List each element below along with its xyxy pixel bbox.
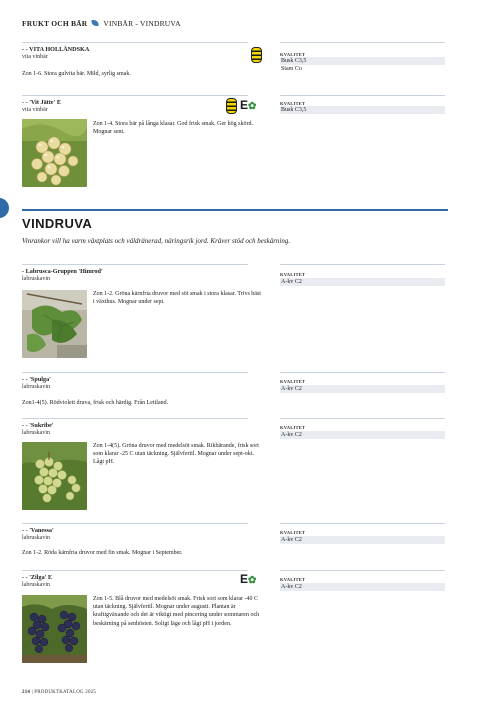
divider: [280, 570, 445, 571]
page-number: 214: [22, 690, 31, 695]
bee-icon: [226, 98, 237, 114]
quality-value: Busk C3,5: [280, 106, 445, 114]
quality-label: KVALITET: [280, 52, 306, 57]
divider: [280, 523, 445, 524]
section-rule: [22, 209, 448, 211]
product-description: Zon 1-2. Röda kärnfria druvor med fin smak. Mognar i September.: [22, 550, 183, 556]
green-grape-photo: [22, 442, 87, 510]
header-category: FRUKT OCH BÄR: [22, 19, 88, 28]
quality-label: KVALITET: [280, 577, 306, 582]
divider: [280, 42, 445, 43]
product-description: Zon 1-5. Blå druvor med medelsöt smak. Frisk sort som klarar -40 C utan täckning. Självfertil. Mognar under augusti. Plantan är kraftigväxande och det är viktigt med pincering under sommaren och beskärning på senhösten. Soligt läge och lågt pH i jorden.: [93, 596, 260, 627]
product-name: - - 'Vanessa': [22, 527, 54, 534]
page-footer: [22, 690, 96, 695]
product-description: Zon 1-4. Stora bär på långa klasar. God frisk smak. Ger hög skörd. Mognar sent.: [93, 121, 253, 136]
divider: [280, 264, 445, 265]
section-tab-marker: [0, 198, 9, 218]
e-label-icon: E✿: [240, 98, 257, 112]
product-type: labruskavin: [22, 582, 50, 588]
product-name: - - 'Spulga': [22, 376, 51, 383]
footer-separator: |: [31, 690, 33, 695]
quality-label: KVALITET: [280, 272, 306, 277]
e-label-icon: E✿: [240, 572, 257, 586]
divider: [280, 372, 445, 373]
divider: [280, 418, 445, 419]
quality-label: KVALITET: [280, 101, 306, 106]
divider: [22, 523, 248, 524]
product-type: labruskavin: [22, 535, 50, 541]
quality-label: KVALITET: [280, 379, 306, 384]
vine-leaf-photo: [22, 290, 87, 358]
product-description: Zon 1-4(5). Gröna druvor med medelsöt smak. Rikbärande, frisk sort som klarar -25 C utan täckning. Självfertil. Mognar under sept-okt. Lågt pH.: [93, 443, 259, 466]
section-intro: Vinrankor vill ha varm växtplats och väldränerad, näringsrik jord. Kräver stöd och beskärning.: [22, 237, 291, 245]
page-header: [22, 19, 181, 28]
quality-value: A-kv C2: [280, 431, 445, 439]
section-title: VINDRUVA: [22, 216, 93, 231]
divider: [22, 418, 248, 419]
divider: [22, 372, 248, 373]
white-currant-photo: [22, 119, 87, 187]
product-type: labruskavin: [22, 430, 50, 436]
catalog-name: PRODUKTKATALOG 2025: [34, 690, 97, 695]
divider: [22, 264, 248, 265]
quality-value: A-kv C2: [280, 536, 445, 544]
divider: [22, 42, 248, 43]
product-name: - Labrusca-Gruppen 'Himrod': [22, 268, 103, 275]
bee-icon: [251, 47, 262, 63]
quality-value: Stam Co: [281, 66, 302, 72]
product-description: Zon 1-6. Stora gulvita bär. Mild, syrlig smak.: [22, 71, 131, 77]
product-name: - - 'Sukribe': [22, 422, 54, 429]
divider: [280, 95, 445, 96]
product-type: vita vinbär: [22, 107, 48, 113]
quality-value: A-kv C2: [280, 278, 445, 286]
product-type: labruskavin: [22, 276, 50, 282]
quality-label: KVALITET: [280, 425, 306, 430]
quality-label: KVALITET: [280, 530, 306, 535]
product-description: Zon1-4(5). Rödviolett druva, frisk och härdig. Från Lettland.: [22, 400, 169, 406]
product-type: vita vinbär: [22, 54, 48, 60]
leaf-icon: [91, 20, 100, 26]
quality-value: Busk C3,5: [280, 57, 445, 65]
quality-value: A-kv C2: [280, 385, 445, 393]
product-description: Zon 1-2. Gröna kärnfria druvor med söt smak i stora klasar. Trivs bäst i växthus. Mognar under sept.: [93, 291, 261, 306]
product-name: - - 'Zilga' E: [22, 574, 53, 581]
product-type: labruskavin: [22, 384, 50, 390]
product-name: - - 'Vit Jätte' E: [22, 99, 61, 106]
blue-grape-photo: [22, 595, 87, 663]
divider: [22, 95, 248, 96]
quality-value: A-kv C2: [280, 583, 445, 591]
product-name: - - VITA HOLLÄNDSKA: [22, 46, 90, 53]
header-subcategory: VINBÄR - VINDRUVA: [103, 19, 181, 28]
divider: [22, 570, 248, 571]
